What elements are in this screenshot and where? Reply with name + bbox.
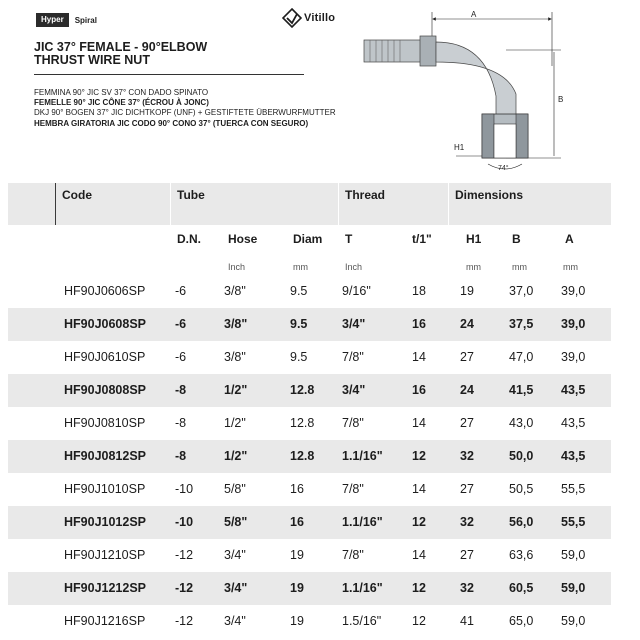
fitting-drawing xyxy=(356,6,596,176)
desc-es: HEMBRA GIRATORIA JIC CODO 90° CONO 37° (TUERCA CON SEGURO) xyxy=(34,119,309,128)
cell-code: HF90J1212SP xyxy=(64,581,147,595)
cell-dn: -6 xyxy=(175,350,187,364)
cell-code: HF90J0808SP xyxy=(64,383,147,397)
cell-b: 50,0 xyxy=(509,449,534,463)
cell-b: 63,6 xyxy=(509,548,534,562)
cell-code: HF90J0608SP xyxy=(64,317,147,331)
cell-t: 1.1/16" xyxy=(342,581,383,595)
unit-diam: mm xyxy=(293,262,308,272)
cell-tpi: 12 xyxy=(412,515,426,529)
cell-diam: 12.8 xyxy=(290,383,315,397)
cell-code: HF90J0606SP xyxy=(64,284,146,298)
cell-tpi: 18 xyxy=(412,284,426,298)
cell-dn: -12 xyxy=(175,548,194,562)
cell-h1: 27 xyxy=(460,416,474,430)
unit-a: mm xyxy=(563,262,578,272)
table-row xyxy=(8,440,611,473)
cell-code: HF90J1012SP xyxy=(64,515,147,529)
brand-hyper: Hyper xyxy=(36,13,69,27)
header-tube: Tube xyxy=(177,188,205,202)
cell-dn: -8 xyxy=(175,449,187,463)
cell-h1: 32 xyxy=(460,581,474,595)
cell-a: 43,5 xyxy=(561,416,586,430)
table-row xyxy=(8,506,611,539)
cell-h1: 41 xyxy=(460,614,474,628)
header-separator xyxy=(170,183,171,225)
page-title xyxy=(34,41,207,67)
cell-h1: 27 xyxy=(460,482,474,496)
col-b: B xyxy=(512,232,521,246)
title-divider xyxy=(34,74,304,75)
cell-t: 7/8" xyxy=(342,548,364,562)
cell-diam: 9.5 xyxy=(290,284,308,298)
cell-tpi: 14 xyxy=(412,548,426,562)
cell-t: 9/16" xyxy=(342,284,371,298)
table-row xyxy=(8,275,611,308)
header-separator xyxy=(448,183,449,225)
cell-a: 59,0 xyxy=(561,548,586,562)
table-row xyxy=(8,473,611,506)
vitillo-logo-icon xyxy=(282,8,302,28)
dim-label-a: A xyxy=(471,10,477,19)
cell-tpi: 12 xyxy=(412,581,426,595)
cell-code: HF90J0810SP xyxy=(64,416,146,430)
unit-h1: mm xyxy=(466,262,481,272)
unit-b: mm xyxy=(512,262,527,272)
col-diam: Diam xyxy=(293,232,323,246)
cell-hose: 1/2" xyxy=(224,449,248,463)
cell-a: 59,0 xyxy=(561,614,586,628)
cell-t: 7/8" xyxy=(342,482,364,496)
cell-diam: 12.8 xyxy=(290,416,315,430)
desc-it: FEMMINA 90° JIC SV 37° CON DADO SPINATO xyxy=(34,88,209,97)
cell-b: 56,0 xyxy=(509,515,534,529)
cell-diam: 9.5 xyxy=(290,350,308,364)
cell-dn: -10 xyxy=(175,515,194,529)
cell-h1: 24 xyxy=(460,317,474,331)
table-row xyxy=(8,572,611,605)
cell-t: 1.1/16" xyxy=(342,515,383,529)
cell-a: 55,5 xyxy=(561,482,586,496)
header-code: Code xyxy=(62,188,92,202)
brand-badge xyxy=(36,13,97,27)
cell-diam: 9.5 xyxy=(290,317,308,331)
cell-tpi: 16 xyxy=(412,383,426,397)
title-line-1: JIC 37° FEMALE - 90°ELBOW xyxy=(34,40,208,54)
header-thread: Thread xyxy=(345,188,386,202)
cell-diam: 19 xyxy=(290,581,304,595)
brand-spiral: Spiral xyxy=(74,15,97,25)
cell-tpi: 14 xyxy=(412,416,426,430)
cell-a: 39,0 xyxy=(561,284,586,298)
cell-diam: 16 xyxy=(290,515,304,529)
cell-hose: 1/2" xyxy=(224,383,248,397)
cell-b: 41,5 xyxy=(509,383,534,397)
logo-name: Vitillo xyxy=(304,12,336,24)
cell-b: 50,5 xyxy=(509,482,534,496)
cell-hose: 3/8" xyxy=(224,317,248,331)
cell-h1: 32 xyxy=(460,515,474,529)
cell-b: 47,0 xyxy=(509,350,534,364)
cell-hose: 3/4" xyxy=(224,581,248,595)
cell-tpi: 16 xyxy=(412,317,426,331)
cell-t: 3/4" xyxy=(342,383,366,397)
cell-b: 43,0 xyxy=(509,416,534,430)
cell-t: 1.1/16" xyxy=(342,449,383,463)
cell-code: HF90J1010SP xyxy=(64,482,146,496)
col-a: A xyxy=(565,232,574,246)
cell-tpi: 12 xyxy=(412,614,426,628)
cell-tpi: 14 xyxy=(412,482,426,496)
cell-code: HF90J1210SP xyxy=(64,548,146,562)
table-row xyxy=(8,407,611,440)
cell-dn: -12 xyxy=(175,614,194,628)
table-row xyxy=(8,539,611,572)
col-hose: Hose xyxy=(228,232,258,246)
cell-tpi: 12 xyxy=(412,449,426,463)
cell-a: 55,5 xyxy=(561,515,586,529)
dim-label-h1: H1 xyxy=(454,143,465,152)
header-separator xyxy=(338,183,339,225)
header-separator xyxy=(55,183,56,225)
cell-dn: -8 xyxy=(175,383,187,397)
cell-code: HF90J0812SP xyxy=(64,449,147,463)
cell-diam: 19 xyxy=(290,614,304,628)
table-row xyxy=(8,308,611,341)
cell-t: 3/4" xyxy=(342,317,366,331)
cell-hose: 3/4" xyxy=(224,614,246,628)
cell-hose: 3/8" xyxy=(224,350,246,364)
cell-dn: -6 xyxy=(175,284,187,298)
vitillo-logo xyxy=(282,8,335,28)
cell-a: 43,5 xyxy=(561,449,586,463)
cell-t: 7/8" xyxy=(342,350,364,364)
desc-de: DKJ 90° BOGEN 37° JIC DICHTKOPF (UNF) + GESTIFTETE ÜBERWURFMUTTER xyxy=(34,108,336,117)
cell-t: 7/8" xyxy=(342,416,364,430)
cell-h1: 27 xyxy=(460,548,474,562)
dim-label-angle: 74° xyxy=(498,165,509,172)
cell-dn: -10 xyxy=(175,482,194,496)
cell-diam: 12.8 xyxy=(290,449,315,463)
cell-a: 59,0 xyxy=(561,581,586,595)
cell-hose: 3/4" xyxy=(224,548,246,562)
cell-code: HF90J0610SP xyxy=(64,350,146,364)
unit-hose: Inch xyxy=(228,262,246,272)
col-t: T xyxy=(345,232,353,246)
cell-dn: -6 xyxy=(175,317,187,331)
cell-a: 43,5 xyxy=(561,383,586,397)
table-row xyxy=(8,605,611,638)
cell-t: 1.5/16" xyxy=(342,614,382,628)
cell-diam: 16 xyxy=(290,482,304,496)
cell-b: 60,5 xyxy=(509,581,534,595)
cell-b: 65,0 xyxy=(509,614,534,628)
cell-hose: 5/8" xyxy=(224,515,248,529)
unit-t: Inch xyxy=(345,262,363,272)
desc-fr: FEMELLE 90° JIC CÔNE 37° (ÉCROU À JONC) xyxy=(34,98,209,107)
cell-tpi: 14 xyxy=(412,350,426,364)
title-line-2: THRUST WIRE NUT xyxy=(34,53,150,67)
cell-hose: 1/2" xyxy=(224,416,246,430)
cell-h1: 24 xyxy=(460,383,474,397)
cell-a: 39,0 xyxy=(561,317,586,331)
cell-hose: 3/8" xyxy=(224,284,246,298)
dim-label-b: B xyxy=(558,95,564,104)
cell-dn: -8 xyxy=(175,416,187,430)
cell-h1: 19 xyxy=(460,284,474,298)
cell-b: 37,0 xyxy=(509,284,534,298)
col-h1: H1 xyxy=(466,232,482,246)
cell-diam: 19 xyxy=(290,548,304,562)
table-row xyxy=(8,341,611,374)
cell-code: HF90J1216SP xyxy=(64,614,146,628)
cell-a: 39,0 xyxy=(561,350,586,364)
cell-h1: 32 xyxy=(460,449,474,463)
col-dn: D.N. xyxy=(177,232,201,246)
cell-h1: 27 xyxy=(460,350,474,364)
header-dimensions: Dimensions xyxy=(455,188,524,202)
table-row xyxy=(8,374,611,407)
col-tpi: t/1" xyxy=(412,232,432,246)
cell-hose: 5/8" xyxy=(224,482,246,496)
cell-b: 37,5 xyxy=(509,317,534,331)
cell-dn: -12 xyxy=(175,581,194,595)
